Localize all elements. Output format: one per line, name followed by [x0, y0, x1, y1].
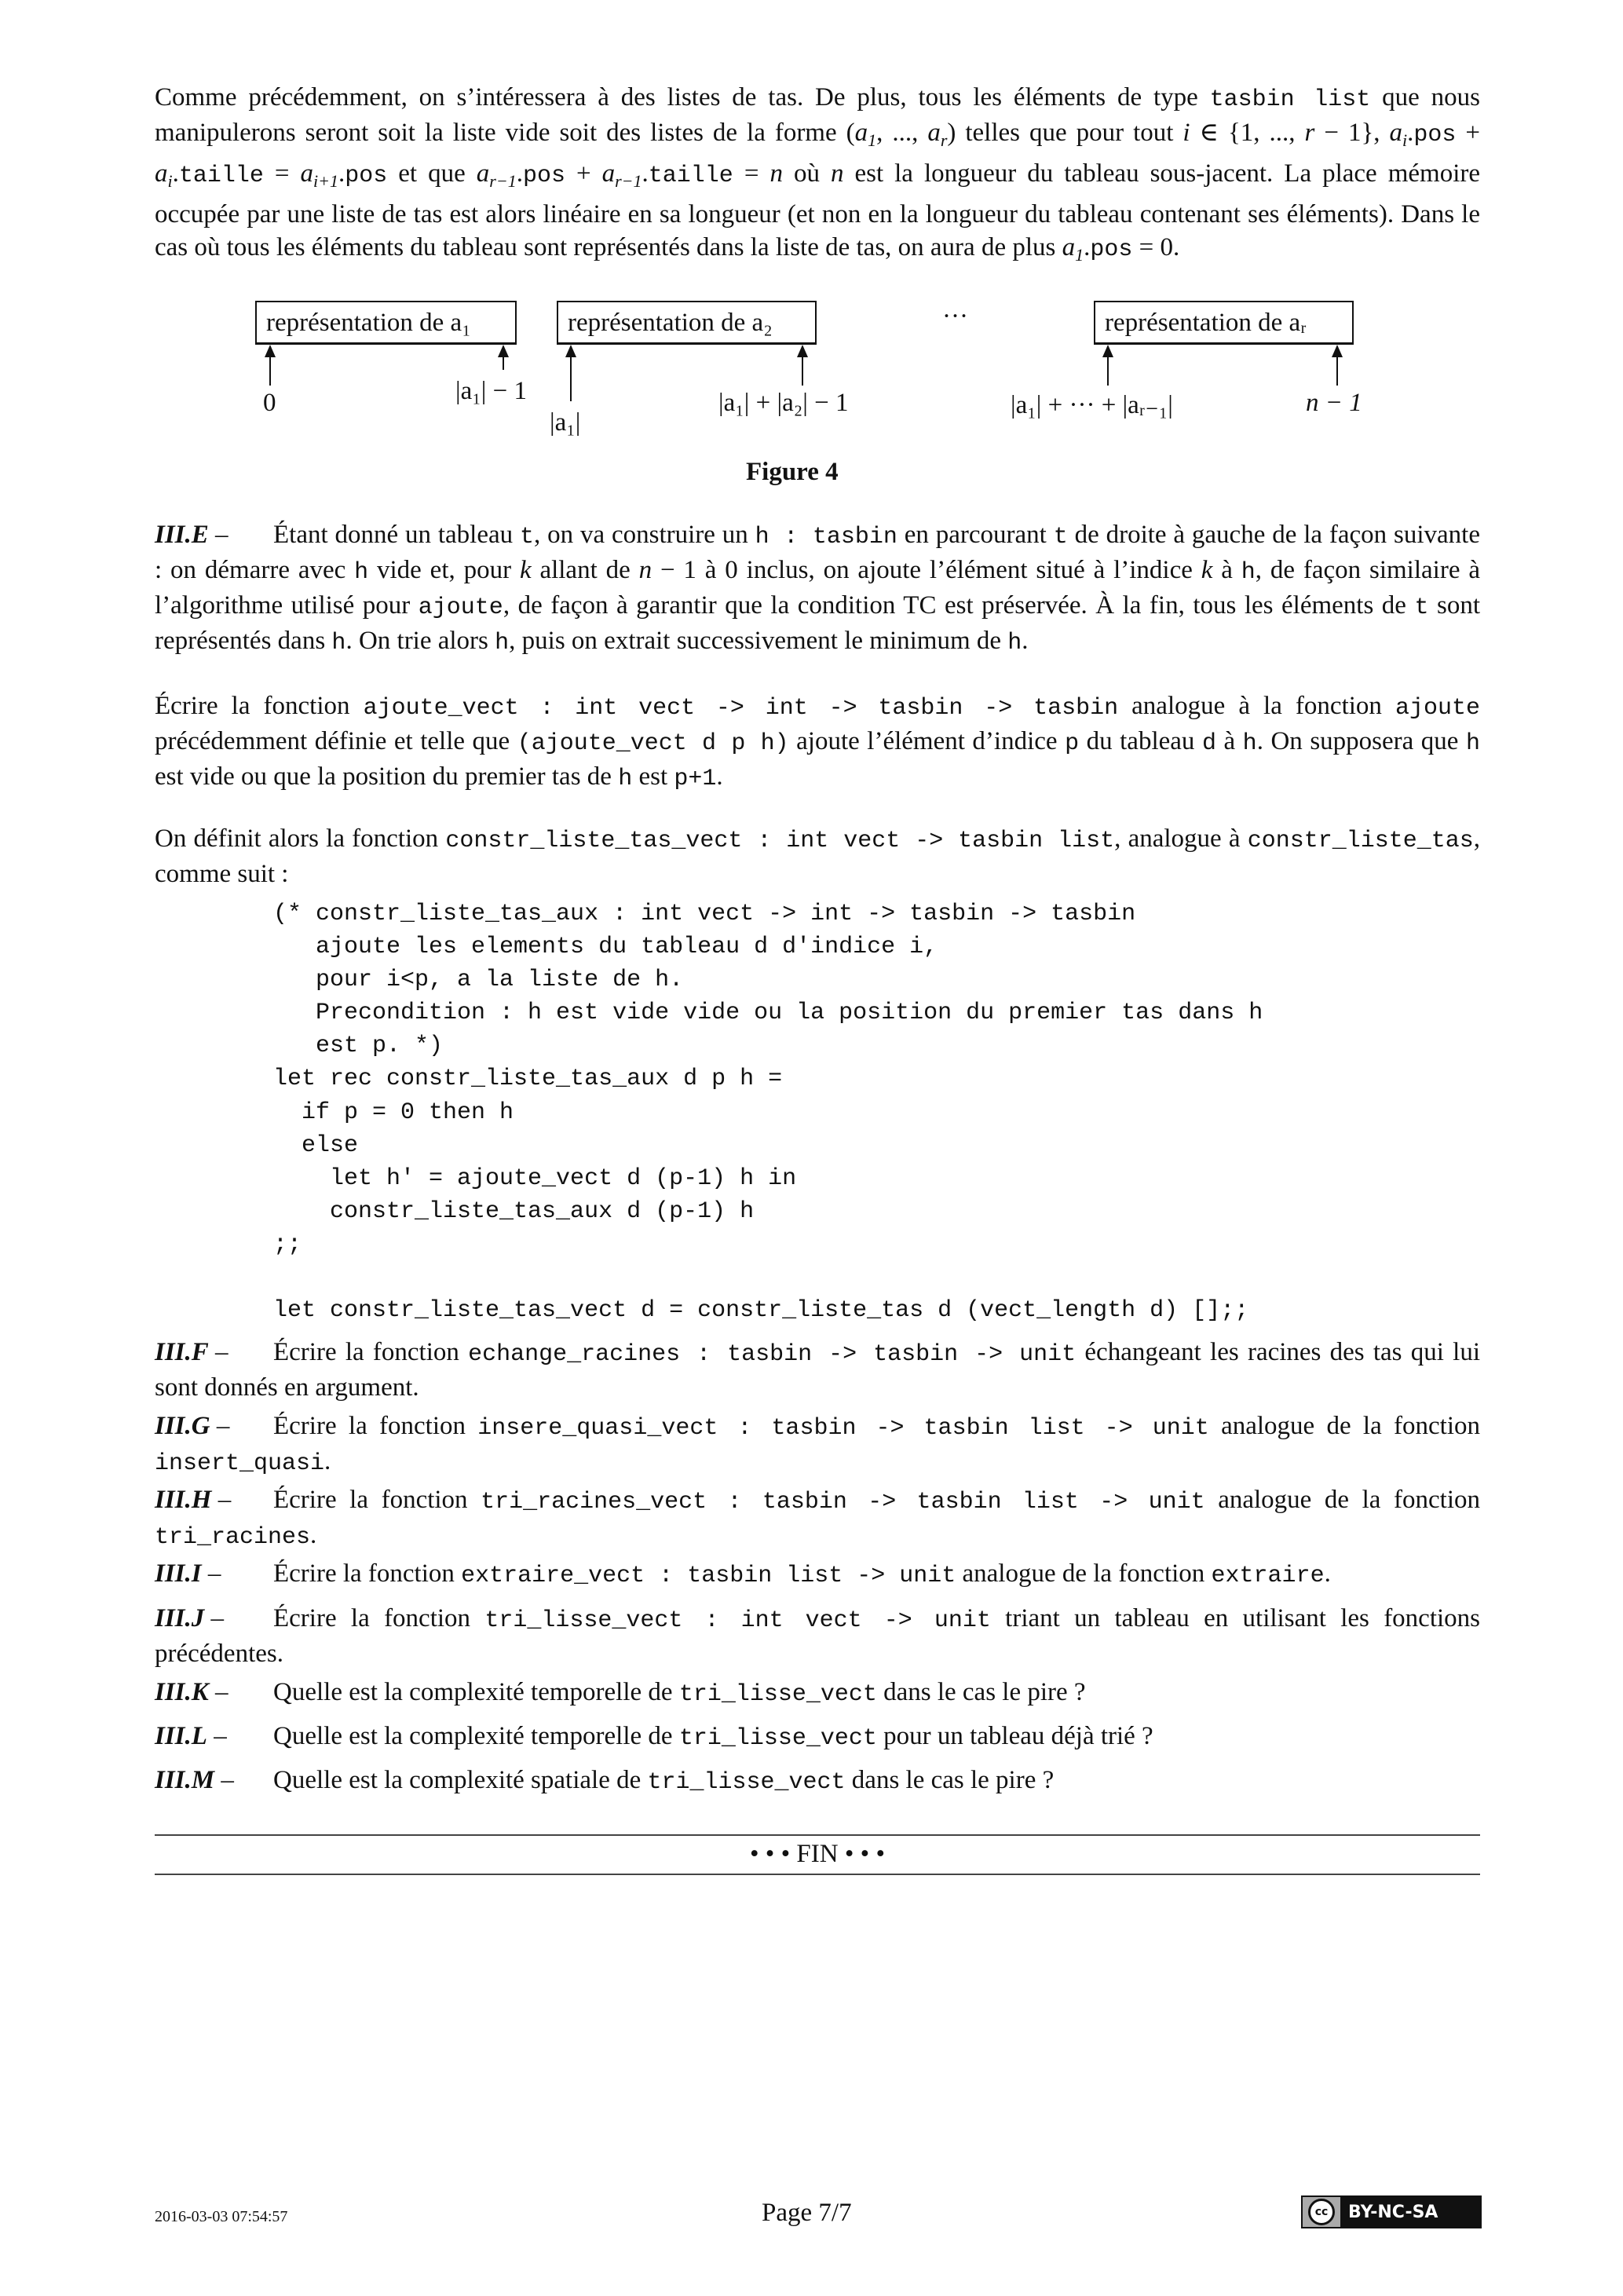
figure-label: |a₁| + |a₂| − 1 — [718, 389, 849, 417]
text: = — [263, 159, 301, 188]
math: a — [476, 159, 490, 188]
math: k — [519, 556, 532, 584]
inline-code: pos — [1090, 236, 1133, 263]
figure-label: |a₁| − 1 — [455, 377, 527, 405]
text: Écrire la fonction — [273, 1559, 462, 1588]
footer-timestamp: 2016-03-03 07:54:57 — [155, 2208, 288, 2225]
inline-code: pos — [345, 163, 388, 189]
question-label: III.K — [155, 1678, 209, 1706]
text: − 1 à 0 inclus, on ajoute l’élément situé à l’indice — [652, 556, 1201, 584]
math: r−1 — [489, 171, 517, 191]
inline-code: h — [354, 559, 369, 586]
inline-code: insert_quasi — [155, 1450, 325, 1477]
text: , ..., — [876, 119, 928, 147]
inline-code: extraire_vect : tasbin list -> unit — [461, 1563, 956, 1589]
question-label: III.J — [155, 1604, 205, 1632]
text: allant de — [531, 556, 639, 584]
question-III-H: III.H – Écrire la fonction tri_racines_vect : tasbin -> tasbin list -> unit analogue de la fonction tri_racines. — [155, 1486, 1481, 1551]
text: , analogue à — [1114, 824, 1248, 853]
code-block: (* constr_liste_tas_aux : int vect -> int -> tasbin -> tasbin ajoute les elements du tableau d d'indice i, pour i<p, a la liste de h. Precondition : h est vide vide ou la position du premier tas dans h est p. *) let rec constr_liste_tas_aux d p h = if p = 0 then h else let h' = ajoute_vect d (p-1) h in constr_liste_tas_aux d (p-1) h ;; let constr_liste_tas_vect d = constr_liste_tas d (vect_length d) [];; — [273, 901, 1263, 1325]
math: r−1 — [615, 171, 642, 191]
text: , comme suit : — [155, 824, 1480, 888]
question-text — [273, 1722, 1153, 1750]
text: est la longueur du tableau sous-jacent. La place mémoire occupée par une liste de tas est alors linéaire en sa longueur (et non en la longueur du tableau contenant ses éléments). Dans le cas où tous les éléments du tableau sont représentés dans la liste de tas, on aura de plus — [155, 159, 1480, 261]
question-label: III.H — [155, 1486, 212, 1514]
math: n — [769, 159, 783, 188]
inline-code: h — [1241, 559, 1256, 586]
figure-box-a2: représentation de a₂ — [557, 301, 817, 345]
question-III-E: III.E – Étant donné un tableau t, on va construire un h : tasbin en parcourant t de droite à gauche de la façon suivante : on démarre avec h vide et, pour k allant de n − 1 à 0 inclus, on ajoute l’élément situé à l’indice k à h, de façon similaire à l’algorithme utilisé pour ajoute, de façon à garantir que la condition TC est préservée. À la fin, tous les éléments de t sont représentés dans h. On trie alors h, puis on extrait successivement le minimum de h. — [155, 521, 1480, 656]
text: . — [338, 159, 345, 188]
text: On définit alors la fonction — [155, 824, 446, 853]
inline-code: taille — [648, 163, 733, 189]
intro-paragraph — [155, 81, 1480, 272]
license-badge: cc BY-NC-SA — [1301, 2195, 1482, 2228]
text: analogue de la fonction — [956, 1559, 1212, 1588]
question-label: III.L — [155, 1722, 207, 1750]
inline-code: (ajoute_vect d p h) — [517, 730, 789, 757]
math: a — [1389, 119, 1403, 147]
question-III-I: III.I – Écrire la fonction extraire_vect : tasbin list -> unit analogue de la fonction extraire. — [155, 1559, 1331, 1589]
text: ajoute l’élément d’indice — [788, 727, 1066, 755]
text: Écrire la fonction — [273, 1338, 469, 1366]
inline-code: p+1 — [674, 766, 717, 792]
text: = 0. — [1132, 233, 1180, 261]
text: que nous manipulerons seront soit la liste vide soit des listes de la forme ( — [155, 83, 1480, 147]
text: . On trie alors — [345, 627, 495, 655]
text: . — [1324, 1559, 1331, 1588]
question-text — [155, 1604, 1480, 1668]
figure-box-ar: représentation de aᵣ — [1094, 301, 1354, 345]
inline-code: t — [1053, 524, 1068, 550]
arrow-icon — [802, 346, 803, 386]
question-label: III.G — [155, 1412, 210, 1440]
figure-label: 0 — [263, 389, 276, 417]
question-text — [155, 1412, 1480, 1475]
inline-code: tri_lisse_vect — [647, 1769, 846, 1796]
text: . — [310, 1521, 317, 1549]
math: i+1 — [313, 171, 339, 191]
text: dans le cas le pire ? — [845, 1766, 1055, 1794]
text: et que — [387, 159, 477, 188]
question-text — [155, 1486, 1480, 1549]
figure-label: |a₁| + ··· + |aᵣ₋₁| — [1011, 391, 1173, 419]
fin-marker: • • • FIN • • • — [750, 1840, 885, 1868]
inline-code: ajoute — [1395, 695, 1481, 722]
inline-code: echange_racines : tasbin -> tasbin -> unit — [468, 1341, 1077, 1368]
figure-label: n − 1 — [1306, 389, 1362, 417]
math: n — [830, 159, 844, 188]
text: . On supposera que — [1256, 727, 1466, 755]
question-label: III.I — [155, 1559, 202, 1588]
math: r — [940, 130, 948, 150]
question-III-J: III.J – Écrire la fonction tri_lisse_vect : int vect -> unit triant un tableau en utilisant les fonctions précédentes. — [155, 1604, 1481, 1668]
text: . — [716, 762, 723, 791]
inline-code: h — [1465, 730, 1480, 757]
text: , puis on extrait successivement le minimum de — [509, 627, 1008, 655]
text: . — [1022, 627, 1029, 655]
math: i — [167, 171, 173, 191]
text: de droite à gauche de la façon suivante : on démarre avec — [155, 521, 1480, 584]
inline-code: d — [1201, 730, 1216, 757]
inline-code: insere_quasi_vect : tasbin -> tasbin list -> unit — [477, 1415, 1209, 1442]
inline-code: pos — [522, 163, 565, 189]
text: est — [632, 762, 674, 791]
question-text — [273, 1766, 1054, 1794]
text: où — [782, 159, 831, 188]
creative-commons-icon: cc — [1303, 2197, 1340, 2227]
text: + — [1456, 119, 1481, 147]
question-label: III.M — [155, 1766, 215, 1794]
text: . — [172, 159, 179, 188]
footer-page-number: Page 7/7 — [762, 2199, 852, 2227]
figure-label: |a₁| — [550, 408, 581, 437]
question-text — [273, 1559, 1331, 1588]
text: est vide ou que la position du premier tas de — [155, 762, 619, 791]
text: échangeant les racines des tas qui lui sont donnés en argument. — [155, 1338, 1481, 1402]
inline-code: ajoute_vect : int vect -> int -> tasbin -> tasbin — [363, 695, 1119, 722]
text: Quelle est la complexité temporelle de — [273, 1678, 679, 1706]
inline-code: taille — [178, 163, 264, 189]
text: Quelle est la complexité spatiale de — [273, 1766, 648, 1794]
math: a — [854, 119, 868, 147]
inline-code: h : tasbin — [755, 524, 897, 550]
inline-code: tri_lisse_vect — [678, 1725, 877, 1752]
text: Quelle est la complexité temporelle de — [273, 1722, 679, 1750]
text: précédemment définie et telle que — [155, 727, 517, 755]
inline-code: tasbin list — [1209, 86, 1371, 113]
inline-code: tri_lisse_vect : int vect -> unit — [484, 1607, 991, 1634]
question-III-K: III.K – Quelle est la complexité temporelle de tri_lisse_vect dans le cas le pire ? — [155, 1678, 1086, 1708]
ajoute-vect-paragraph — [155, 689, 1480, 795]
figure-box-a1: représentation de a₁ — [255, 301, 517, 345]
math: 1 — [1075, 245, 1084, 265]
text: en parcourant — [897, 521, 1054, 549]
text: sont représentés dans — [155, 591, 1480, 655]
text: pour un tableau déjà trié ? — [876, 1722, 1153, 1750]
text: . — [1084, 233, 1091, 261]
inline-code: h — [1242, 730, 1257, 757]
inline-code: extraire — [1211, 1563, 1325, 1589]
math: a — [1062, 233, 1076, 261]
inline-code: ajoute — [418, 594, 503, 621]
text: Écrire la fonction — [155, 692, 364, 720]
text: analogue de la fonction — [1208, 1412, 1480, 1440]
text: triant un tableau en utilisant les fonctions précédentes. — [155, 1604, 1481, 1668]
math: a — [601, 159, 616, 188]
arrow-icon — [570, 346, 572, 401]
math: r — [1304, 119, 1315, 147]
arrow-icon — [1107, 346, 1109, 386]
text: Écrire la fonction — [273, 1486, 481, 1514]
math: n — [638, 556, 652, 584]
question-III-G: III.G – Écrire la fonction insere_quasi_vect : tasbin -> tasbin list -> unit analogue de la fonction insert_quasi. — [155, 1412, 1480, 1477]
text: ∈ {1, ..., — [1190, 119, 1305, 147]
text: analogue de la fonction — [1204, 1486, 1481, 1514]
question-III-L: III.L – Quelle est la complexité temporelle de tri_lisse_vect pour un tableau déjà trié ? — [155, 1722, 1153, 1752]
inline-code: pos — [1413, 122, 1457, 148]
inline-code: t — [1414, 594, 1429, 621]
arrow-icon — [503, 346, 504, 370]
inline-code: tri_lisse_vect — [678, 1681, 877, 1708]
math: k — [1201, 556, 1213, 584]
text: Comme précédemment, on s’intéressera à des listes de tas. De plus, tous les éléments de type — [155, 83, 1210, 112]
math: i — [1183, 119, 1190, 147]
inline-code: p — [1065, 730, 1080, 757]
text: . — [642, 159, 649, 188]
inline-code: h — [1007, 630, 1022, 656]
text: à — [1212, 556, 1241, 584]
text: . — [1407, 119, 1414, 147]
inline-code: h — [618, 766, 633, 792]
text: vide et, pour — [368, 556, 520, 584]
math: 1 — [868, 130, 877, 150]
inline-code: constr_liste_tas — [1247, 828, 1474, 854]
text: , on va construire un — [534, 521, 755, 549]
text: à — [1215, 727, 1243, 755]
inline-code: h — [331, 630, 346, 656]
text: du tableau — [1079, 727, 1202, 755]
question-label: III.F — [155, 1338, 209, 1366]
text: dans le cas le pire ? — [876, 1678, 1086, 1706]
text: , de façon à garantir que la condition TC est préservée. À la fin, tous les éléments de — [503, 591, 1415, 620]
question-III-F: III.F – Écrire la fonction echange_racines : tasbin -> tasbin -> unit échangeant les racines des tas qui lui sont donnés en argument. — [155, 1338, 1481, 1402]
figure-caption: Figure 4 — [746, 458, 839, 486]
inline-code: tri_racines — [155, 1524, 311, 1551]
text: Étant donné un tableau — [273, 521, 520, 549]
text: analogue à la fonction — [1118, 692, 1395, 720]
arrow-icon — [269, 346, 271, 386]
math: a — [155, 159, 168, 188]
text: Écrire la fonction — [273, 1604, 485, 1632]
math: a — [300, 159, 314, 188]
text: . — [324, 1447, 331, 1475]
inline-code: constr_liste_tas_vect : int vect -> tasbin list — [445, 828, 1115, 854]
definit-paragraph — [155, 822, 1480, 890]
question-III-M: III.M – Quelle est la complexité spatiale de tri_lisse_vect dans le cas le pire ? — [155, 1766, 1055, 1796]
question-label: III.E — [155, 521, 209, 549]
text: , de façon similaire à l’algorithme utilisé pour — [155, 556, 1480, 620]
arrow-icon — [1336, 346, 1338, 386]
math: i — [1402, 130, 1408, 150]
question-text — [155, 521, 1480, 655]
math: a — [927, 119, 941, 147]
divider — [155, 1874, 1480, 1875]
text: . — [516, 159, 523, 188]
text: Écrire la fonction — [273, 1412, 478, 1440]
question-text — [273, 1678, 1086, 1706]
figure-dots: ··· — [942, 302, 968, 331]
text: ) telles que pour tout — [947, 119, 1183, 147]
text: = — [733, 159, 770, 188]
inline-code: h — [495, 630, 510, 656]
question-text — [155, 1338, 1480, 1402]
text: − 1}, — [1314, 119, 1390, 147]
text: + — [565, 159, 602, 188]
inline-code: tri_racines_vect : tasbin -> tasbin list -> unit — [481, 1489, 1205, 1515]
inline-code: t — [520, 524, 535, 550]
